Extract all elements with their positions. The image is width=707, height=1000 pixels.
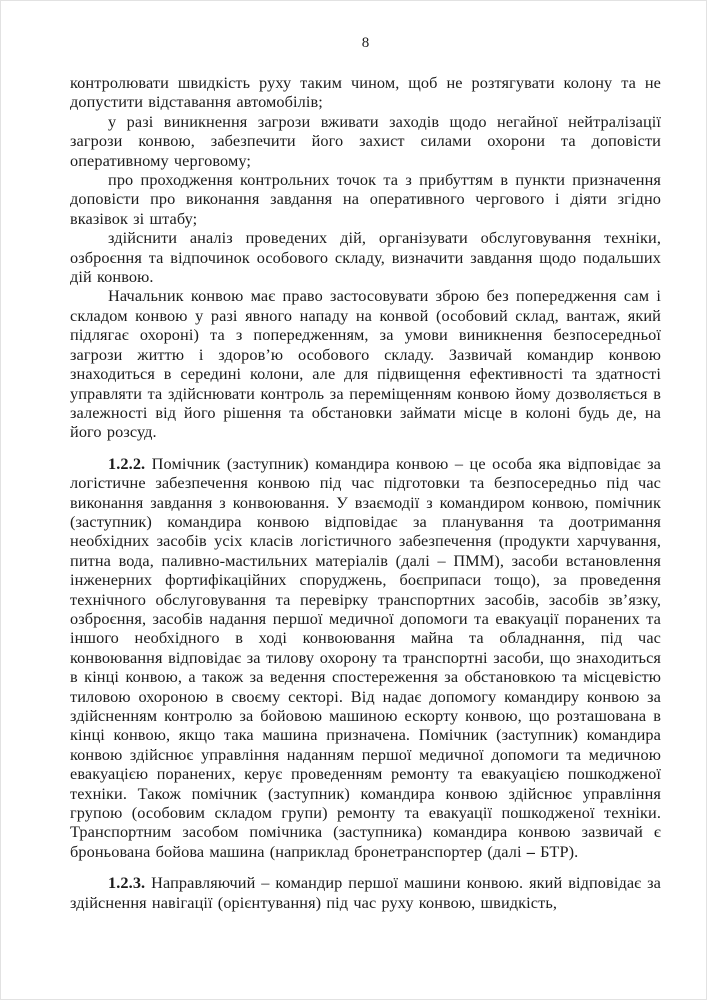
paragraph (70, 286, 661, 441)
page-body (70, 73, 661, 912)
text-run: про проходження контрольних точок та з прибуттям в пункти призначення доповісти про виконання завдання на оперативного чергового і діяти згідно вказівок зі штабу; (70, 170, 661, 228)
text-run: Помічник (заступник) командира конвою – це особа яка відповідає за логістичне забезпечення конвою під час підготовки та безпосередньо під час виконання завдання з конвоювання. У взаємодії з командиром конвою, помічник (заступник) командира конвою відповідає за планування та доотримання необхідних засобів усіх класів логістичного забезпечення (продукти харчування, питна вода, паливно-мастильних матеріалів (далі – ПММ), засоби встановлення інженерних фортифікаційних споруджень, боєприпаси тощо), за проведення технічного обслуговування та перевірку транспортних засобів, засобів зв’язку, озброєння, засобів надання першої медичної допомоги та евакуації поранених та іншого необхідного в ході конвоювання майна та обладнання, під час конвоювання відповідає за тилову охорону та транспортні засоби, що знаходиться в кінці конвою, а також за ведення спостереження за обстановкою та місцевістю тиловою охороною в своєму секторі. Від надає допомогу командиру конвою за здійсненням контролю за бойовою машиною ескорту конвою, що розташована в кінці конвою, якщо така машина призначена. Помічник (заступник) командира конвою здійснює управління наданням першої медичної допомоги та медичною евакуацією поранених, керує проведенням ремонту та евакуацією пошкодженої техніки. Також помічник (заступник) командира конвою здійснює управління групою (особовим складом групи) ремонту та евакуації пошкодженої техніки. Транспортним засобом помічника (заступника) командира конвою зазвичай є броньована бойова машина (наприклад бронетранспортер (далі (70, 453, 661, 861)
paragraph (70, 873, 661, 912)
paragraph (70, 170, 661, 228)
paragraph (70, 454, 661, 862)
text-run: 1.2.3. (108, 873, 146, 893)
text-run: здійснити аналіз проведених дій, організувати обслуговування техніки, озброєння та відпочинок особового складу, визначити завдання щодо подальших дій конвою. (70, 228, 661, 287)
page-number: 8 (361, 35, 370, 51)
paragraph (70, 228, 661, 286)
paragraph (70, 112, 661, 170)
text-run: контролювати швидкість руху таким чином, щоб не розтягувати колону та не допустити відставання автомобілів; (70, 73, 661, 112)
text-run: – (526, 841, 536, 861)
paragraph (70, 73, 661, 112)
text-run: 1.2.2. (108, 453, 146, 473)
text-run: Начальник конвою має право застосовувати зброю без попередження сам і складом конвою у разі явного нападу на конвой (особовий склад, вантаж, який підлягає охороні) та з попередженням, за умови виникнення безпосередньої загрози життю і здоров’ю особового складу. Зазвичай командир конвою знаходиться в середині колони, але для підвищення ефективності та здатності управляти та здійснювати контроль за переміщенням конвою йому дозволяється в залежності від його рішення та обстановки займати місце в колоні будь де, на його розсуд. (70, 286, 661, 442)
text-run: Направляючий – командир першої машини конвою. який відповідає за здійснення навігації (орієнтування) під час руху конвою, швидкість, (70, 873, 661, 912)
text-run: у разі виникнення загрози вживати заходів щодо негайної нейтралізації загрози конвою, забезпечити його захист силами охорони та доповісти оперативному черговому; (70, 111, 661, 170)
text-run: БТР). (535, 841, 579, 861)
